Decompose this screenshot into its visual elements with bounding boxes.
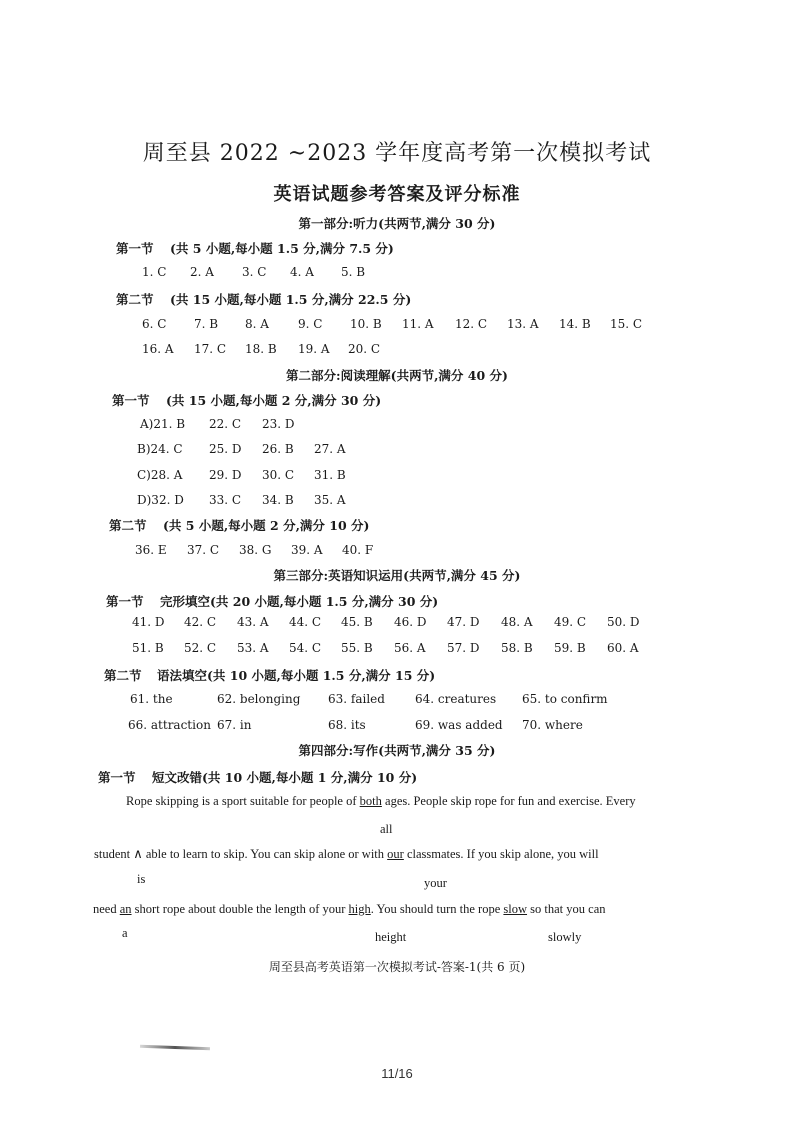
answer-item: 52. C [184, 641, 217, 655]
answer-item: 4. A [290, 265, 314, 279]
answer-item: 22. C [209, 417, 242, 431]
part2-sec2-desc: (共 5 小题,每小题 2 分,满分 10 分) [163, 518, 370, 533]
answer-item: 60. A [607, 641, 639, 655]
answer-item: 9. C [298, 317, 323, 331]
answer-item: 34. B [262, 493, 294, 507]
answer-item: 54. C [289, 641, 322, 655]
essay-text: short rope about double the length of your [131, 902, 349, 916]
part4-heading: 第四部分:写作(共两节,满分 35 分) [298, 743, 496, 758]
answer-item: 5. B [341, 265, 366, 279]
answer-item: 6. C [142, 317, 167, 331]
answer-item: 49. C [554, 615, 587, 629]
part1-sec1-label: 第一节 [116, 241, 154, 256]
answer-item: 13. A [507, 317, 539, 331]
answer-item: 25. D [209, 442, 242, 456]
part2-heading: 第二部分:阅读理解(共两节,满分 40 分) [286, 368, 508, 383]
answer-item: 40. F [342, 543, 374, 557]
part4-sec1-label: 第一节 [98, 770, 136, 785]
correction-word: is [137, 872, 146, 886]
correction-word: your [424, 876, 447, 890]
essay-line-1 [126, 794, 636, 809]
answer-item: 67. in [217, 718, 252, 732]
answer-item: 27. A [314, 442, 346, 456]
answer-item: 57. D [447, 641, 480, 655]
answer-item: 43. A [237, 615, 269, 629]
answer-item: 18. B [245, 342, 277, 356]
answer-item: 68. its [328, 718, 366, 732]
answer-item: 16. A [142, 342, 174, 356]
answer-item: 46. D [394, 615, 427, 629]
essay-text: so that you can [527, 902, 606, 916]
answer-item: A)21. B [140, 417, 186, 431]
part3-sec2-desc: 语法填空(共 10 小题,每小题 1.5 分,满分 15 分) [157, 668, 436, 683]
error-word: high [348, 902, 371, 916]
answer-item: 58. B [501, 641, 533, 655]
part2-sec1-label: 第一节 [112, 393, 150, 408]
essay-text: student [94, 847, 134, 861]
error-word: slow [503, 902, 528, 916]
answer-item: 35. A [314, 493, 346, 507]
answer-item: 48. A [501, 615, 533, 629]
answer-item: 17. C [194, 342, 227, 356]
answer-item: 14. B [559, 317, 591, 331]
answer-item: 41. D [132, 615, 165, 629]
essay-text: Rope skipping is a sport suitable for people of [126, 794, 360, 808]
answer-item: 64. creatures [415, 692, 497, 706]
correction-word: all [380, 822, 393, 836]
part3-sec1-label: 第一节 [106, 594, 144, 609]
answer-item: B)24. C [137, 442, 183, 456]
answer-item: 45. B [341, 615, 373, 629]
answer-item: 31. B [314, 468, 346, 482]
answer-item: 39. A [291, 543, 323, 557]
answer-item: 36. E [135, 543, 167, 557]
essay-text: able to learn to skip. You can skip alone or with [142, 847, 388, 861]
answer-item: 29. D [209, 468, 242, 482]
answer-item: 50. D [607, 615, 640, 629]
correction-word: height [375, 930, 407, 944]
part3-sec1-desc: 完形填空(共 20 小题,每小题 1.5 分,满分 30 分) [160, 594, 439, 609]
answer-item: 47. D [447, 615, 480, 629]
answer-item: 20. C [348, 342, 381, 356]
answer-item: 3. C [242, 265, 267, 279]
answer-item: C)28. A [137, 468, 183, 482]
document-title: 周至县 2022 ~2023 学年度高考第一次模拟考试 [142, 141, 652, 166]
answer-item: 10. B [350, 317, 382, 331]
answer-item: 15. C [610, 317, 643, 331]
answer-item: 65. to confirm [522, 692, 608, 706]
answer-item: 7. B [194, 317, 219, 331]
part3-sec2-label: 第二节 [104, 668, 142, 683]
scan-smudge [140, 1045, 210, 1050]
answer-item: 55. B [341, 641, 373, 655]
answer-item: 12. C [455, 317, 488, 331]
answer-item: 53. A [237, 641, 269, 655]
essay-text: need [93, 902, 120, 916]
answer-item: 63. failed [328, 692, 385, 706]
correction-word: a [122, 926, 128, 940]
answer-item: 51. B [132, 641, 164, 655]
answer-item: 38. G [239, 543, 272, 557]
error-word: our [387, 847, 404, 861]
answer-item: 2. A [190, 265, 214, 279]
essay-text: . You should turn the rope [370, 902, 504, 916]
answer-item: 56. A [394, 641, 426, 655]
essay-line-3 [93, 902, 606, 917]
part4-sec1-desc: 短文改错(共 10 小题,每小题 1 分,满分 10 分) [152, 770, 418, 785]
answer-item: 70. where [522, 718, 583, 732]
answer-item: 62. belonging [217, 692, 301, 706]
correction-word: slowly [548, 930, 582, 944]
essay-line-2 [94, 847, 599, 862]
answer-item: 37. C [187, 543, 220, 557]
answer-item: 11. A [402, 317, 434, 331]
part1-sec2-desc: (共 15 小题,每小题 1.5 分,满分 22.5 分) [170, 292, 412, 307]
answer-item: 33. C [209, 493, 242, 507]
answer-item: 8. A [245, 317, 269, 331]
page-number: 11/16 [381, 1066, 413, 1081]
document-subtitle: 英语试题参考答案及评分标准 [273, 184, 521, 205]
part1-sec2-label: 第二节 [116, 292, 154, 307]
answer-item: 30. C [262, 468, 295, 482]
answer-item: 19. A [298, 342, 330, 356]
answer-item: 23. D [262, 417, 295, 431]
answer-item: 26. B [262, 442, 294, 456]
answer-item: 1. C [142, 265, 167, 279]
essay-text: classmates. If you skip alone, you will [403, 847, 599, 861]
error-word: an [119, 902, 132, 916]
part1-sec1-desc: (共 5 小题,每小题 1.5 分,满分 7.5 分) [170, 241, 394, 256]
page-footer: 周至县高考英语第一次模拟考试-答案-1(共 6 页) [268, 960, 526, 974]
part2-sec1-desc: (共 15 小题,每小题 2 分,满分 30 分) [166, 393, 382, 408]
error-word: both [359, 794, 382, 808]
part1-heading: 第一部分:听力(共两节,满分 30 分) [298, 216, 496, 231]
part3-heading: 第三部分:英语知识运用(共两节,满分 45 分) [273, 568, 521, 583]
answer-item: 59. B [554, 641, 586, 655]
essay-text: ages. People skip rope for fun and exercise. Every [381, 794, 636, 808]
answer-item: 66. attraction [128, 718, 211, 732]
answer-item: 69. was added [415, 718, 503, 732]
answer-item: 42. C [184, 615, 217, 629]
part2-sec2-label: 第二节 [109, 518, 147, 533]
answer-item: D)32. D [137, 493, 184, 507]
insert-caret-icon: ∧ [133, 847, 143, 862]
answer-item: 44. C [289, 615, 322, 629]
answer-item: 61. the [130, 692, 173, 706]
